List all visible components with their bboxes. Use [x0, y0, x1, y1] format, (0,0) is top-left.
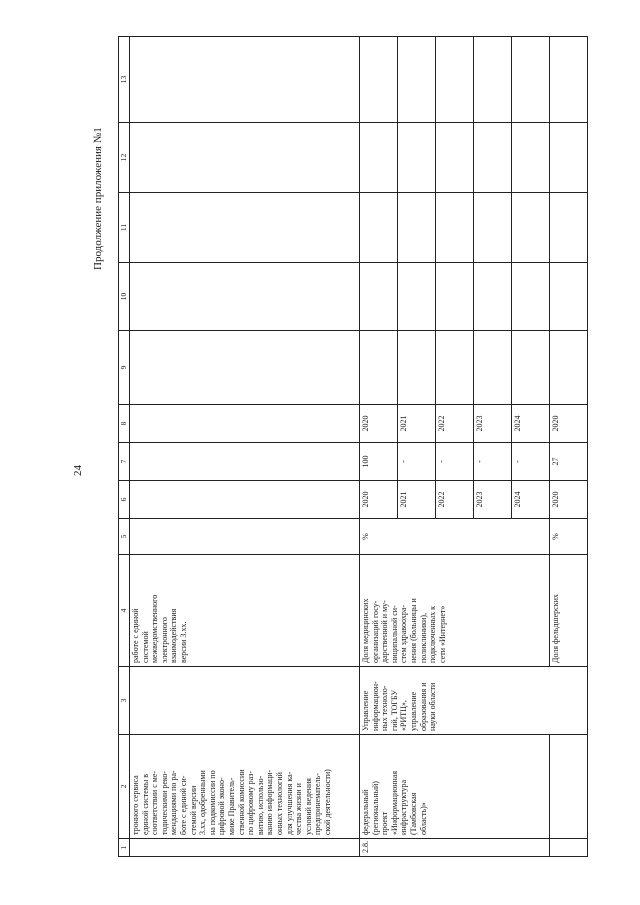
measure-name-line: тодическими реко- — [159, 770, 169, 835]
unit-cell: % — [550, 519, 588, 555]
empty-cell — [436, 193, 474, 263]
measure-name-line: по цифровому раз- — [246, 770, 256, 835]
measure-name-line: витию, использо- — [255, 775, 265, 835]
value-cell: 100 — [360, 443, 398, 481]
empty-cell — [398, 193, 436, 263]
measure-name-line: ванию информаци- — [265, 769, 275, 835]
empty-cell — [436, 37, 474, 123]
empty-cell — [474, 193, 512, 263]
indicator-line: межведомственного — [150, 594, 160, 663]
project-name-cell — [550, 735, 588, 839]
year-cell: 2024 — [512, 481, 550, 519]
measure-name-line: тронного сервиса — [131, 775, 140, 835]
measure-name-line: стемой версии — [188, 785, 198, 835]
measure-name-line: онных технологий — [274, 772, 284, 835]
project-name-line: «Информационная — [389, 770, 399, 835]
empty-cell — [130, 263, 360, 331]
project-name-line: инфраструктура — [399, 779, 409, 835]
empty-cell — [474, 263, 512, 331]
empty-cell — [550, 263, 588, 331]
empty-cell — [512, 37, 550, 123]
year-cell-2: 2020 — [360, 405, 398, 443]
value-cell — [130, 443, 360, 481]
appendix-table — [118, 36, 588, 857]
executor-line: Управление — [361, 690, 370, 731]
empty-cell — [550, 331, 588, 405]
year-cell-2: 2021 — [398, 405, 436, 443]
empty-cell — [550, 37, 588, 123]
project-name-line: (Тамбовская — [408, 792, 418, 835]
executor-cell — [130, 667, 360, 735]
column-header-7: 7 — [119, 443, 130, 481]
executor-line: гий, ТОГБУ — [389, 689, 399, 731]
empty-cell — [474, 331, 512, 405]
empty-cell — [512, 331, 550, 405]
indicator-cell — [550, 555, 588, 667]
indicator-line: ниципальной си- — [389, 605, 399, 663]
column-header-4: 4 — [119, 555, 130, 667]
executor-line: «РИТЦ», — [399, 700, 409, 731]
measure-name-line: 3.хх, одобренными — [198, 770, 208, 835]
empty-cell — [360, 263, 398, 331]
empty-cell — [550, 123, 588, 193]
indicator-line: работе с единой — [131, 608, 140, 663]
year-cell — [130, 481, 360, 519]
empty-cell — [512, 193, 550, 263]
indicator-line: стем здравоохра- — [399, 604, 409, 663]
executor-line: ных техноло- — [380, 685, 390, 731]
year-cell-2: 2022 — [436, 405, 474, 443]
empty-cell — [360, 331, 398, 405]
indicator-line: нения (больницы и — [408, 598, 418, 663]
row-number-cell — [130, 839, 360, 857]
year-cell-2 — [130, 405, 360, 443]
page-number: 24 — [72, 465, 84, 476]
empty-cell — [398, 37, 436, 123]
project-name-line: (региональный) — [370, 781, 380, 835]
measure-name-line: цифровой эконо- — [217, 777, 227, 835]
column-header-5: 5 — [119, 519, 130, 555]
empty-cell — [436, 123, 474, 193]
appendix-table-frame — [118, 37, 578, 857]
indicator-line: версии 3.хх. — [178, 621, 188, 663]
value-cell: - — [436, 443, 474, 481]
value-cell: - — [398, 443, 436, 481]
row-number-cell: 2.8. — [360, 839, 550, 857]
column-header-8: 8 — [119, 405, 130, 443]
year-cell: 2020 — [360, 481, 398, 519]
indicator-cell — [130, 555, 360, 667]
value-cell: - — [474, 443, 512, 481]
executor-line: управление — [408, 691, 418, 731]
indicator-line: взаимодействия — [169, 608, 179, 663]
empty-cell — [130, 193, 360, 263]
executor-cell — [360, 667, 588, 735]
year-cell: 2022 — [436, 481, 474, 519]
column-header-9: 9 — [119, 331, 130, 405]
measure-name-line: для улучшения ка- — [284, 771, 294, 835]
measure-name-line: ской деятельности) — [322, 769, 332, 835]
project-name-line: проект — [380, 811, 390, 835]
column-header-13: 13 — [119, 37, 130, 123]
project-name-line: федеральный — [361, 789, 370, 835]
year-cell-2: 2024 — [512, 405, 550, 443]
empty-cell — [398, 331, 436, 405]
empty-cell — [512, 263, 550, 331]
empty-cell — [398, 263, 436, 331]
caption-wrapper — [92, 127, 118, 270]
measure-name-line: на подкомиссии по — [207, 770, 217, 835]
indicator-line: подключенных к — [428, 605, 438, 663]
indicator-line: электронного — [159, 617, 169, 663]
appendix-caption: Продолжение приложения №1 — [92, 127, 104, 270]
indicator-line: поликлиники), — [418, 612, 428, 663]
measure-name-line: боте с единой си- — [178, 775, 188, 835]
empty-cell — [436, 331, 474, 405]
page-number-wrapper — [72, 452, 96, 476]
executor-line: образования и — [418, 682, 428, 731]
empty-cell — [398, 123, 436, 193]
column-header-1: 1 — [119, 839, 130, 857]
indicator-cell — [360, 555, 550, 667]
column-header-11: 11 — [119, 193, 130, 263]
measure-name-line: предпринематель- — [313, 773, 323, 835]
column-header-10: 10 — [119, 263, 130, 331]
column-header-6: 6 — [119, 481, 130, 519]
indicator-line: Доля медицинских — [361, 598, 370, 663]
empty-cell — [474, 123, 512, 193]
measure-name-line: чества жизни и — [294, 783, 304, 835]
year-cell-2: 2020 — [550, 405, 588, 443]
empty-cell — [474, 37, 512, 123]
empty-cell — [360, 37, 398, 123]
indicator-line: сети «Интернет» — [437, 605, 447, 663]
measure-name-line: ственной комиссии — [236, 769, 246, 835]
measure-name-cell — [130, 735, 360, 839]
indicator-line: дарственной и му- — [380, 600, 390, 663]
unit-cell: % — [360, 519, 550, 555]
project-name-line: область)» — [418, 802, 428, 835]
year-cell: 2020 — [550, 481, 588, 519]
measure-name-line: мике Правитель- — [226, 777, 236, 835]
column-header-3: 3 — [119, 667, 130, 735]
empty-cell — [130, 123, 360, 193]
executor-line: науки области — [428, 682, 438, 731]
year-cell: 2023 — [474, 481, 512, 519]
row-number-cell — [550, 839, 588, 857]
table-row-continuation — [130, 37, 360, 857]
table-row-2-8 — [360, 37, 398, 857]
measure-name-line: мендациями по ра- — [169, 770, 179, 835]
year-cell: 2021 — [398, 481, 436, 519]
column-header-12: 12 — [119, 123, 130, 193]
year-cell-2: 2023 — [474, 405, 512, 443]
empty-cell — [512, 123, 550, 193]
value-cell: - — [512, 443, 550, 481]
empty-cell — [550, 193, 588, 263]
column-number-row — [119, 37, 130, 857]
indicator-line: организаций госу- — [370, 600, 380, 663]
measure-name-line: условий ведения — [303, 778, 313, 835]
value-cell: 27 — [550, 443, 588, 481]
empty-cell — [360, 123, 398, 193]
indicator-line: Доля фельдшерских — [551, 594, 560, 663]
column-header-2: 2 — [119, 735, 130, 839]
indicator-line: системой — [140, 631, 150, 663]
empty-cell — [436, 263, 474, 331]
executor-line: информацион- — [370, 681, 380, 731]
measure-name-line: единой системы в — [140, 773, 150, 835]
measure-name-line: соответствии с ме- — [150, 770, 160, 835]
empty-cell — [130, 331, 360, 405]
project-name-cell — [360, 735, 550, 839]
empty-cell — [130, 37, 360, 123]
empty-cell — [360, 193, 398, 263]
unit-cell — [130, 519, 360, 555]
